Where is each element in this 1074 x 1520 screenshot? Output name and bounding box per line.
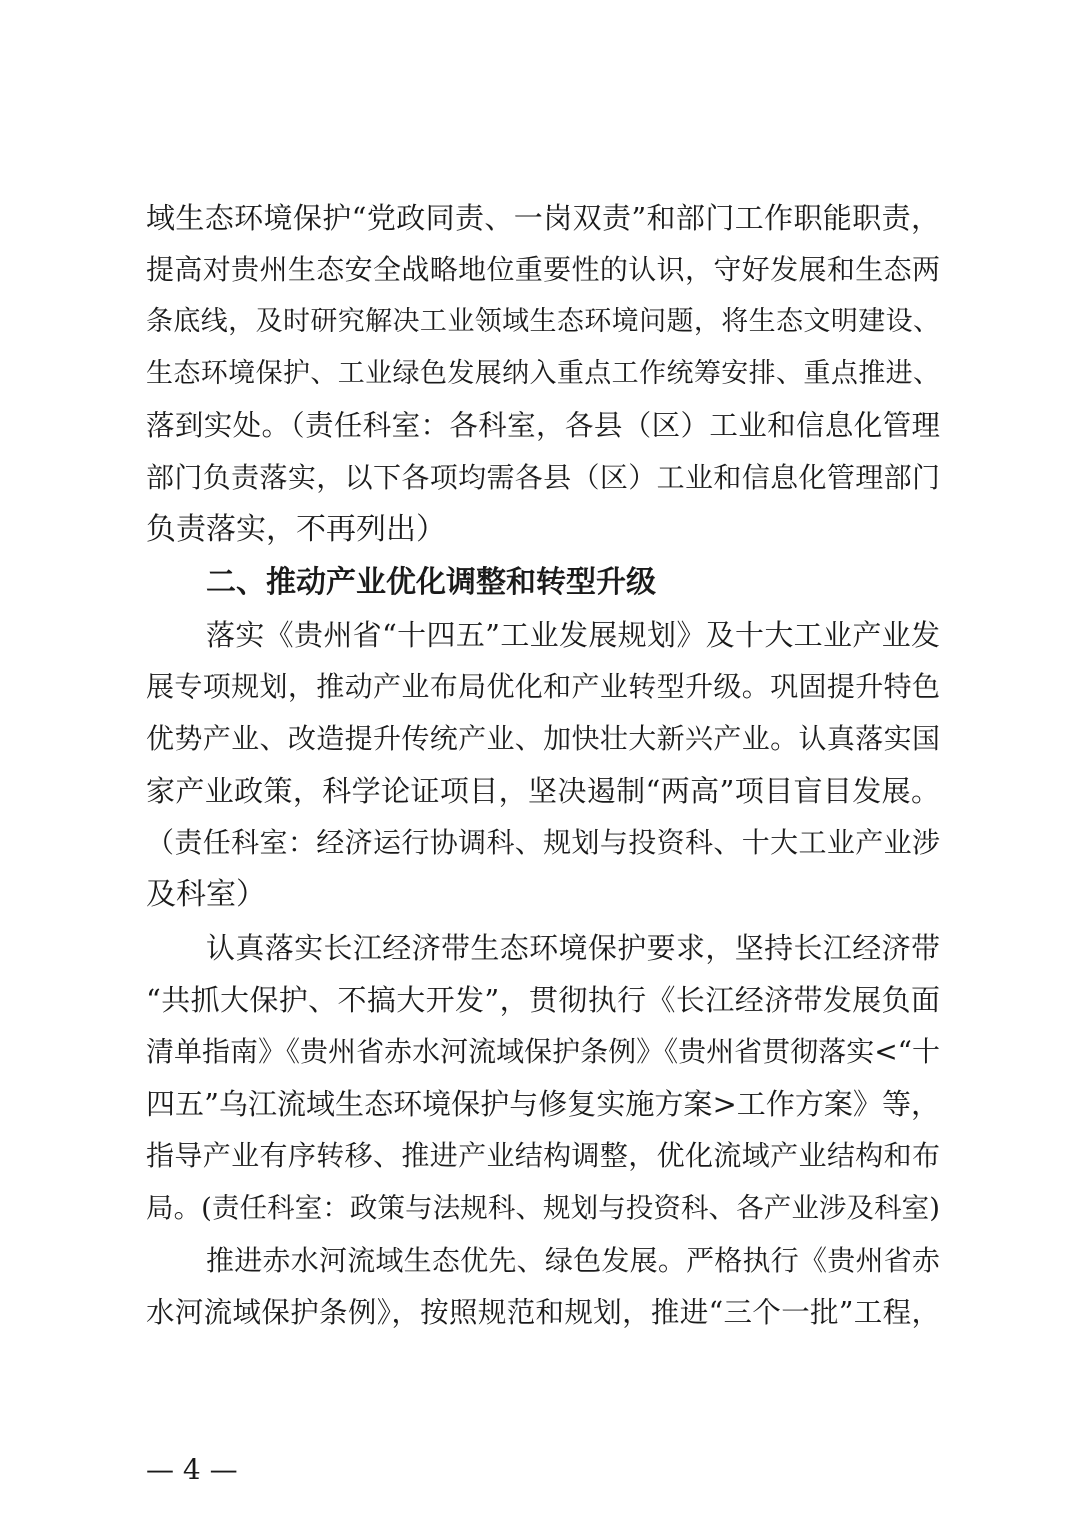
paragraph-4-line-1: 推进赤水河流域生态优先、绿色发展。严格执行《贵州省赤 — [206, 1244, 940, 1277]
paragraph-3-line-1: 认真落实长江经济带生态环境保护要求，坚持长江经济带 — [206, 931, 940, 965]
paragraph-1-line-1: 域生态环境保护“党政同责、一岗双责”和部门工作职能职责， — [146, 201, 940, 235]
paragraph-3-line-2: “共抓大保护、不搞大开发”，贯彻执行《长江经济带发展负面 — [146, 983, 940, 1017]
paragraph-3-line-5: 指导产业有序转移、推进产业结构调整，优化流域产业结构和布 — [146, 1139, 940, 1172]
paragraph-2-line-2: 展专项规划，推动产业布局优化和产业转型升级。巩固提升特色 — [146, 670, 940, 703]
paragraph-1-line-2: 提高对贵州生态安全战略地位重要性的认识，守好发展和生态两 — [146, 253, 940, 286]
paragraph-1-line-5: 落到实处。（责任科室：各科室，各县（区）工业和信息化管理 — [146, 409, 940, 442]
paragraph-2-line-3: 优势产业、改造提升传统产业、加快壮大新兴产业。认真落实国 — [146, 722, 940, 755]
paragraph-2-line-4: 家产业政策，科学论证项目，坚决遏制“两高”项目盲目发展。 — [146, 774, 940, 808]
page-number: — 4 — — [146, 1453, 238, 1486]
paragraph-3-line-3: 清单指南》《贵州省赤水河流域保护条例》《贵州省贯彻落实<“十 — [146, 1035, 940, 1068]
paragraph-1-line-4: 生态环境保护、工业绿色发展纳入重点工作统筹安排、重点推进、 — [146, 358, 940, 389]
paragraph-1-line-3: 条底线，及时研究解决工业领域生态环境问题，将生态文明建设、 — [146, 306, 940, 337]
paragraph-3-line-6: 局。(责任科室：政策与法规科、规划与投资科、各产业涉及科室) — [146, 1192, 940, 1224]
paragraph-2-line-5: （责任科室：经济运行协调科、规划与投资科、十大工业产业涉 — [146, 826, 940, 859]
paragraph-1-line-6: 部门负责落实，以下各项均需各县（区）工业和信息化管理部门 — [146, 461, 940, 494]
paragraph-2-line-6: 及科室） — [146, 877, 266, 912]
section-heading: 二、推动产业优化调整和转型升级 — [206, 565, 656, 600]
paragraph-4-line-2: 水河流域保护条例》，按照规范和规划，推进“三个一批”工程， — [146, 1296, 940, 1329]
paragraph-3-line-4: 四五”乌江流域生态环境保护与修复实施方案>工作方案》等， — [146, 1087, 940, 1121]
paragraph-2-line-1: 落实《贵州省“十四五”工业发展规划》及十大工业产业发 — [206, 618, 940, 652]
paragraph-1-line-7: 负责落实，不再列出） — [146, 512, 446, 547]
